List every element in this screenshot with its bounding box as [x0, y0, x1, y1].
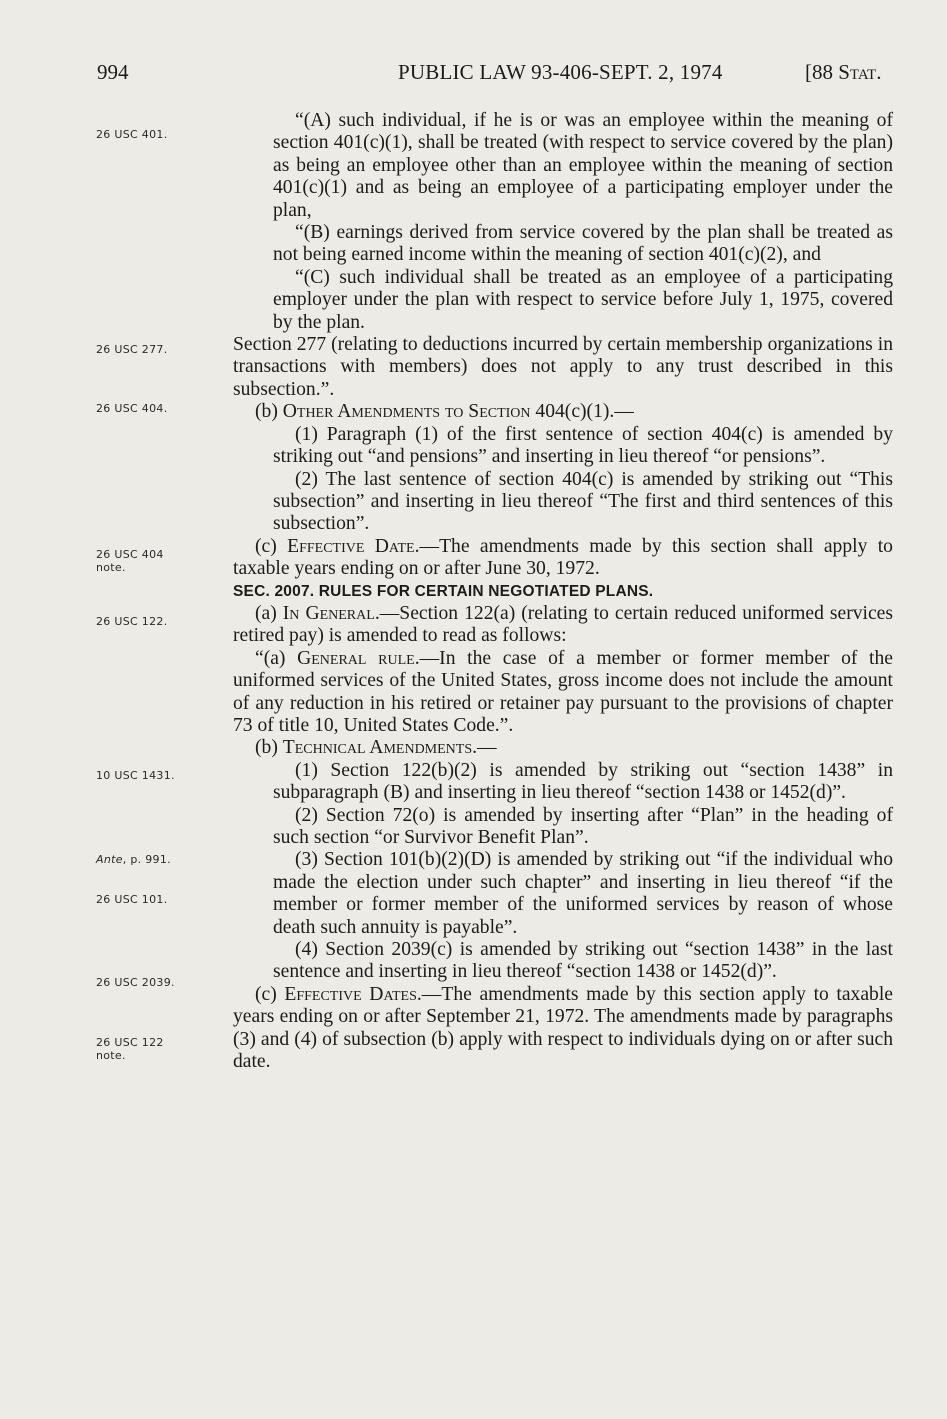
margin-note-line: note.	[96, 561, 126, 574]
subsection-label: (b)	[255, 401, 283, 423]
stat-prefix: [88	[805, 60, 839, 84]
paragraph-t3: (3) Section 101(b)(2)(D) is amended by striking out “if the individual who made the election under such chapter” and inserting in lieu thereof “if the member or former member of the uniformed services by reason of whose death such annuity is payable”.	[273, 849, 893, 938]
paragraph-section-277: Section 277 (relating to deductions incurred by certain membership organizations in transactions with members) does not apply to any trust described in this subsection.”.	[233, 334, 893, 400]
subsection-a-in-general	[233, 603, 893, 648]
margin-note-26-usc-277: 26 USC 277.	[96, 343, 168, 356]
margin-note-10-usc-1431: 10 USC 1431.	[96, 769, 175, 782]
margin-note-26-usc-101: 26 USC 101.	[96, 893, 168, 906]
subsection-caption: Effective Dates	[284, 983, 417, 1005]
subsection-label: “(a)	[255, 647, 298, 669]
subsection-b-technical-amendments	[233, 737, 893, 759]
subsection-text: .—The amendments made by this section apply to taxable years ending on or after September 21, 1972. The amendments made by paragraphs (3) and (4) of subsection (b) apply with respect to individuals dying on or after such date.	[233, 983, 893, 1073]
margin-note-line: note.	[96, 1049, 126, 1062]
subsection-c-effective-date	[233, 536, 893, 581]
margin-note-line: 26 USC 404	[96, 548, 164, 561]
subsection-label: (b)	[255, 737, 283, 759]
subsection-text: .—Section 122(a) (relating to certain reduced uniformed services retired pay) is amended to read as follows:	[233, 602, 894, 647]
margin-note-26-usc-122: 26 USC 122.	[96, 615, 168, 628]
margin-note-26-usc-401: 26 USC 401.	[96, 128, 168, 141]
margin-note-26-usc-2039: 26 USC 2039.	[96, 976, 175, 989]
paragraph-t2: (2) Section 72(o) is amended by inserting after “Plan” in the heading of such section “or Survivor Benefit Plan”.	[273, 804, 893, 848]
running-head	[0, 52, 947, 92]
body-text	[233, 110, 893, 1073]
margin-note-line: 26 USC 122	[96, 1036, 164, 1049]
paragraph-t4: (4) Section 2039(c) is amended by striking out “section 1438” in the last sentence and inserting in lieu thereof “section 1438 or 1452(d)”.	[273, 939, 893, 983]
subsection-caption: Technical Amendments	[282, 737, 473, 759]
margin-note-ante-p-991	[96, 853, 226, 866]
paragraph-b2: (2) The last sentence of section 404(c) is amended by striking out “This subsection” and inserting in lieu thereof “The first and third sentences of this subsection”.	[273, 468, 893, 535]
subsection-caption-rest: 404(c)(1).—	[530, 401, 634, 423]
margin-note-26-usc-404: 26 USC 404.	[96, 402, 168, 415]
subsection-text: .—In the case of a member or former member of the uniformed services of the United States, gross income does not include the amount of any reduction in his retired or retainer pay pursuant to the provisions of chapter 73 of title 10, United States Code.”.	[233, 647, 893, 736]
section-2007-heading: SEC. 2007. RULES FOR CERTAIN NEGOTIATED PLANS.	[233, 582, 654, 600]
margin-note-ante: Ante	[96, 853, 123, 866]
paragraph-a-individual: “(A) such individual, if he is or was an employee within the meaning of section 401(c)(1), shall be treated (with respect to service covered by the plan) as being an employee other than an employee within the meaning of section 401(c)(1) and as being an employee of a participating employer under the plan,	[273, 110, 893, 221]
subsection-text: .—The amendments made by this section shall apply to taxable years ending on or after June 30, 1972.	[233, 535, 893, 580]
margin-note-26-usc-404-note	[96, 548, 226, 574]
page-number: 994	[97, 60, 129, 84]
paragraph-b1: (1) Paragraph (1) of the first sentence of section 404(c) is amended by striking out “and pensions” and inserting in lieu thereof “or pensions”.	[273, 423, 893, 468]
statute-reference	[805, 60, 881, 85]
subsection-caption: General rule	[297, 647, 415, 669]
stat-word: Stat.	[838, 60, 882, 84]
subsection-label: (a)	[255, 602, 283, 624]
subsection-caption: Other Amendments to Section	[282, 401, 531, 423]
subsection-caption: Effective Date	[287, 535, 415, 557]
page-title: PUBLIC LAW 93-406-SEPT. 2, 1974	[398, 60, 723, 84]
quoted-general-rule	[233, 648, 893, 738]
subsection-caption: In General	[282, 602, 375, 624]
subsection-c-effective-dates	[233, 984, 893, 1074]
paragraph-t1: (1) Section 122(b)(2) is amended by striking out “section 1438” in subparagraph (B) and inserting in lieu thereof “section 1438 or 1452(d)”.	[273, 759, 893, 804]
margin-note-26-usc-122-note	[96, 1036, 226, 1062]
paragraph-c-participating-employer: “(C) such individual shall be treated as an employee of a participating employer under the plan with respect to service before July 1, 1975, covered by the plan.	[273, 266, 893, 333]
paragraph-b-earnings: “(B) earnings derived from service covered by the plan shall be treated as not being earned income within the meaning of section 401(c)(2), and	[273, 222, 893, 266]
subsection-label: (c)	[255, 535, 288, 557]
subsection-text: .—	[472, 737, 497, 759]
margin-note-page: , p. 991.	[122, 853, 171, 866]
subsection-b-heading	[233, 401, 893, 423]
subsection-label: (c)	[255, 983, 285, 1005]
